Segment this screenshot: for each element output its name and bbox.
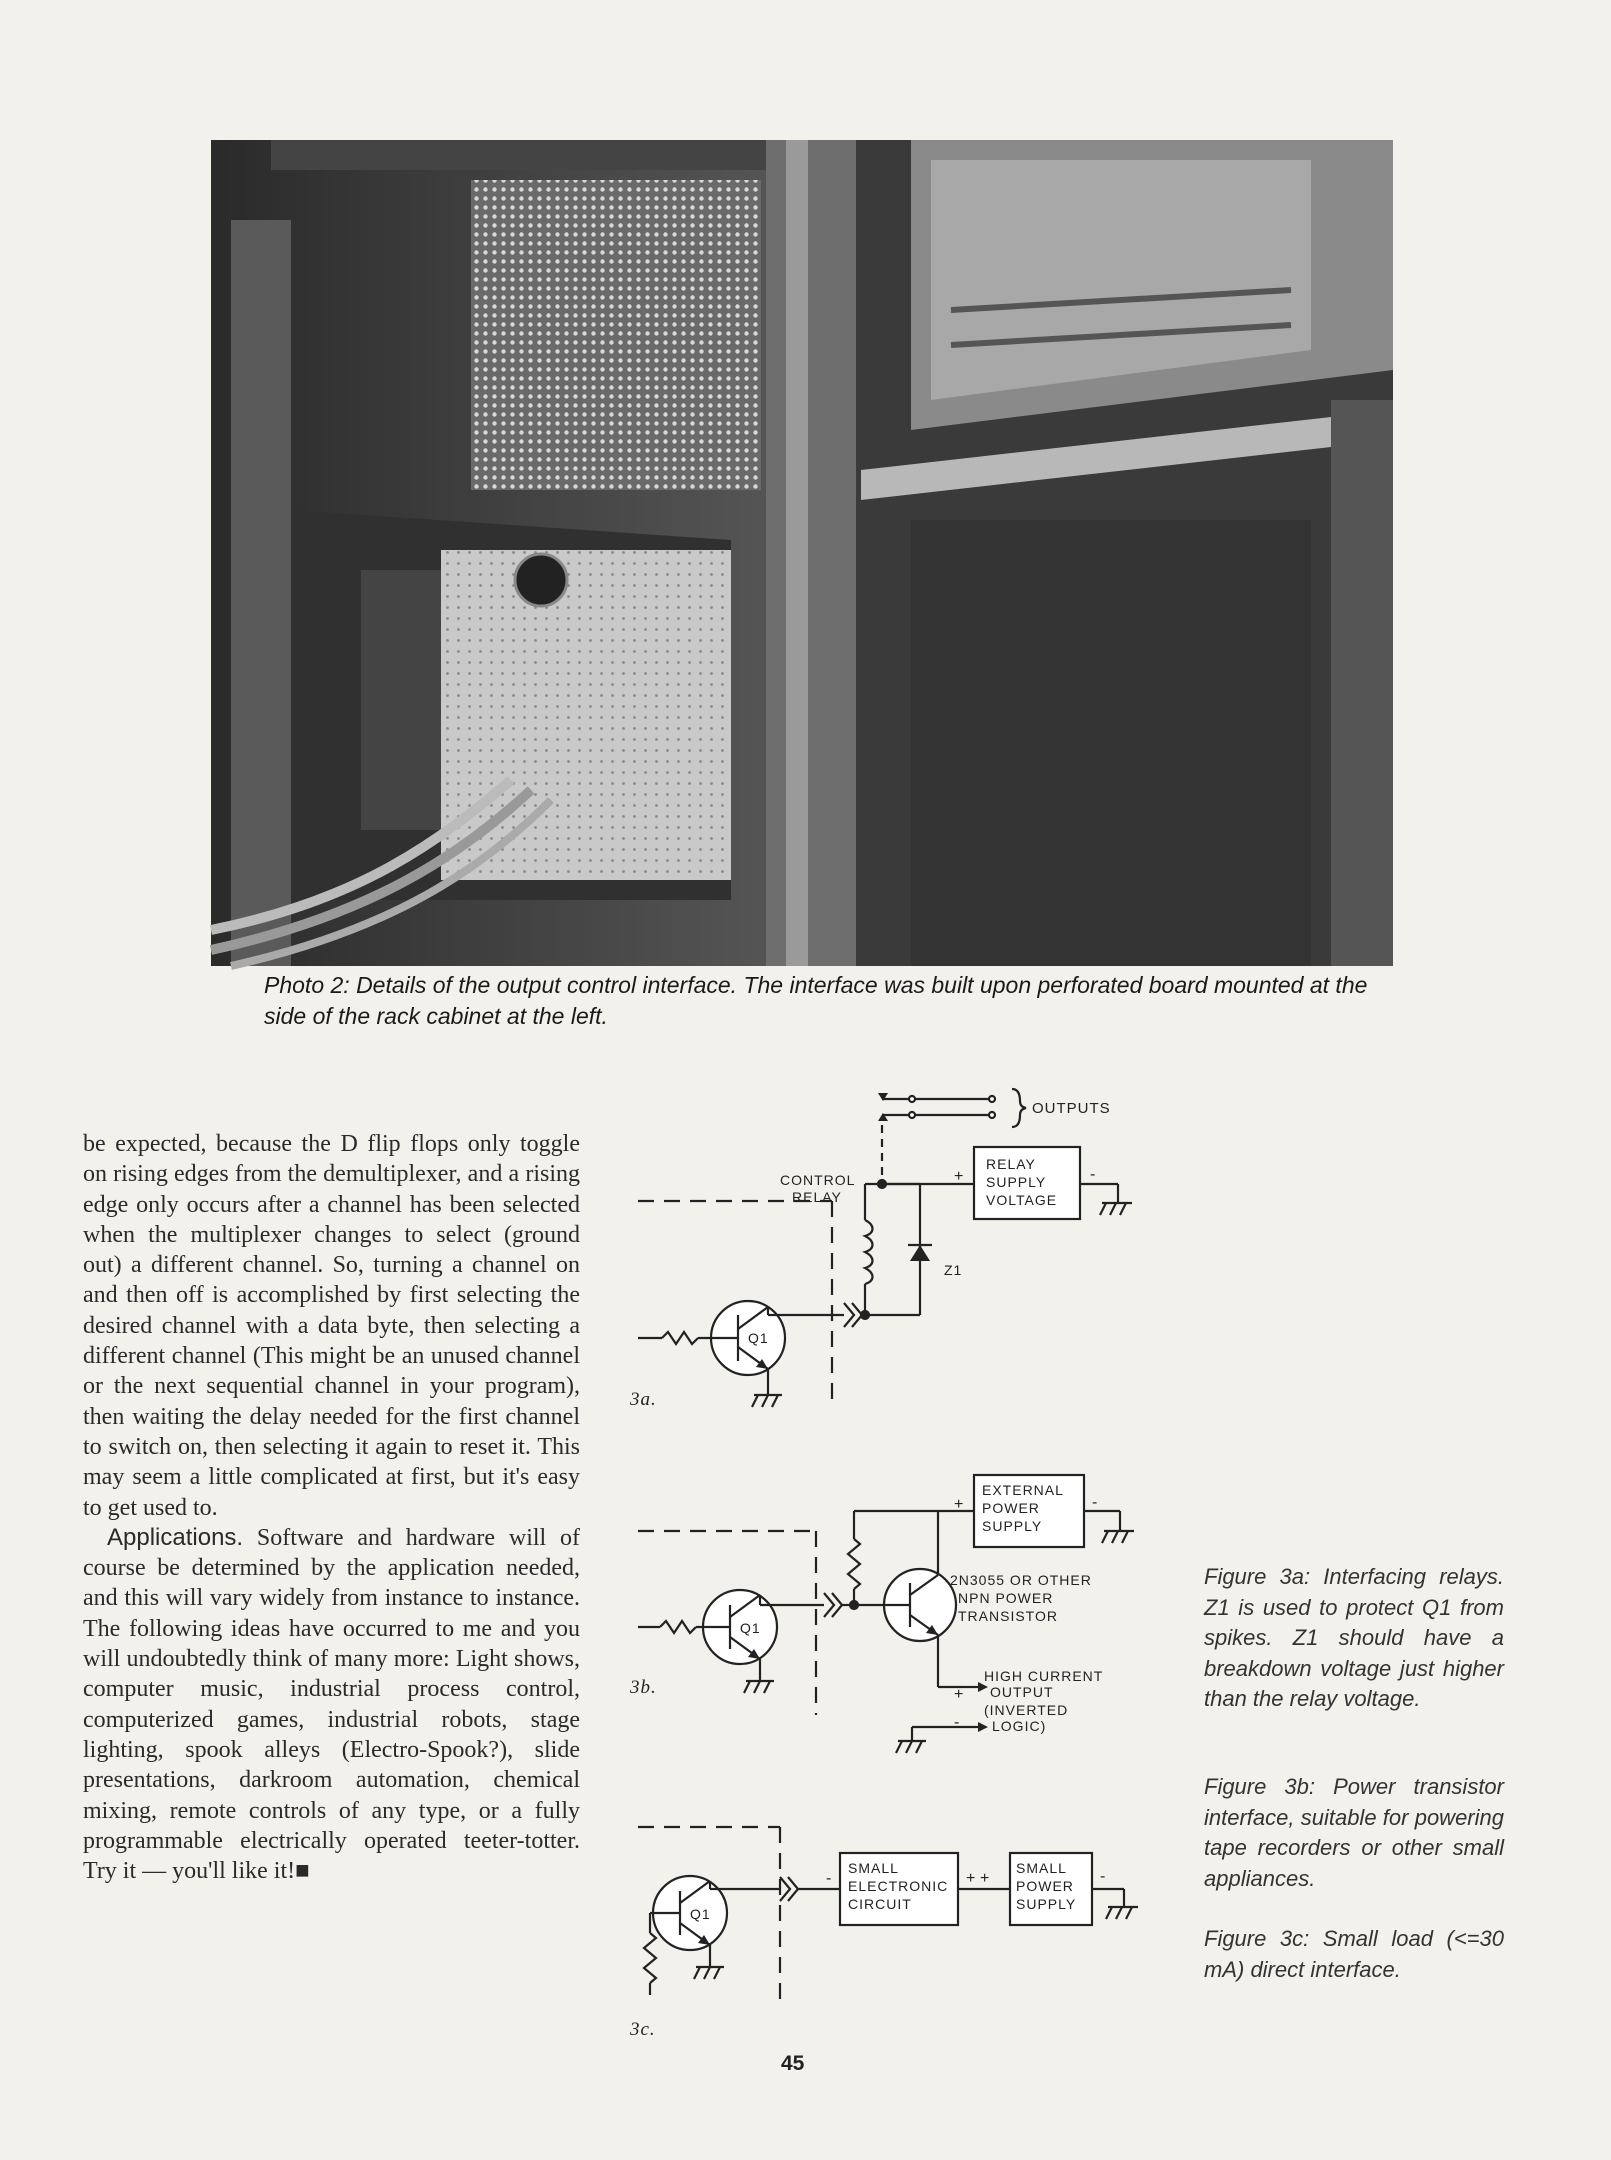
interface-circuit-diagrams	[620, 1075, 1160, 2040]
polarity-plus: +	[966, 1870, 977, 1887]
polarity-minus: -	[1090, 1166, 1097, 1183]
polarity-minus: -	[826, 1870, 833, 1887]
outputs-label: OUTPUTS	[1032, 1100, 1111, 1117]
zener-label: Z1	[944, 1262, 963, 1278]
figure-3c-label: 3c.	[630, 2019, 656, 2040]
photo-output-control-interface	[211, 140, 1393, 966]
external-power-label: EXTERNAL	[982, 1482, 1064, 1498]
q1-label: Q1	[740, 1620, 761, 1636]
article-paragraph	[83, 1523, 580, 1887]
high-current-output-label: (INVERTED	[984, 1702, 1069, 1718]
relay-supply-label: SUPPLY	[986, 1174, 1047, 1190]
figure-3b-schematic	[629, 1475, 1134, 1753]
applications-text: Software and hardware will of course be determined by the application needed, and this will vary widely from instance to instance. The following ideas have occurred to me and you will undoubtedly think of many more: Light shows, computer music, industrial process control, computerized games, industrial robots, stage lighting, spook alleys (Electro-Spook?), slide presentations, darkroom automation, chemical mixing, remote controls of any type, or a fully programmable electrically operated teeter-totter. Try it — you'll like it!	[83, 1524, 581, 1885]
figure-3b-caption: Figure 3b: Power transistor interface, suitable for powering tape recorders or other small appliances.	[1204, 1774, 1504, 1891]
figure-3c-caption: Figure 3c: Small load (<=30 mA) direct interface.	[1204, 1926, 1504, 1982]
control-relay-label: RELAY	[792, 1189, 842, 1205]
high-current-output-label: LOGIC)	[992, 1718, 1047, 1734]
polarity-plus: +	[954, 1168, 965, 1185]
figure-3a-caption: Figure 3a: Interfacing relays. Z1 is used to protect Q1 from spikes. Z1 should have a breakdown voltage just higher than the relay voltage.	[1204, 1564, 1504, 1711]
small-supply-label: POWER	[1016, 1878, 1074, 1894]
polarity-minus: -	[1092, 1494, 1099, 1511]
polarity-plus: +	[954, 1686, 965, 1703]
figure-3a-label: 3a.	[630, 1389, 657, 1410]
high-current-output-label: HIGH CURRENT	[984, 1668, 1104, 1684]
external-power-label: SUPPLY	[982, 1518, 1043, 1534]
page-number: 45	[781, 2052, 805, 2075]
photo-caption: Photo 2: Details of the output control interface. The interface was built upon perforated board mounted at the side of the rack cabinet at the left.	[264, 972, 1368, 1029]
small-circuit-label: CIRCUIT	[848, 1896, 912, 1912]
polarity-minus: -	[1100, 1868, 1107, 1885]
small-supply-label: SUPPLY	[1016, 1896, 1077, 1912]
small-circuit-label: ELECTRONIC	[848, 1878, 949, 1894]
applications-heading: Applications.	[107, 1523, 244, 1551]
high-current-output-label: OUTPUT	[990, 1684, 1054, 1700]
article-body	[83, 1129, 580, 1886]
figure-3c-schematic	[629, 1827, 1138, 2040]
figure-3b-label: 3b.	[630, 1677, 657, 1698]
q1-label: Q1	[690, 1906, 711, 1922]
q1-label: Q1	[748, 1330, 769, 1346]
power-transistor-label: TRANSISTOR	[958, 1608, 1058, 1624]
polarity-minus: -	[954, 1714, 961, 1731]
polarity-plus: +	[980, 1870, 991, 1887]
article-paragraph: be expected, because the D flip flops only toggle on rising edges from the demultiplexer, and a rising edge only occurs after a channel has been selected when the multiplexer changes to select (ground out) a different channel. So, turning a channel on and then off is accomplished by first selecting the desired channel with a data byte, then selecting a different channel (This might be an unused channel or the next sequential channel in your program), then waiting the delay needed for the first channel to switch on, then selecting it again to reset it. This may seem a little complicated at first, but it's easy to get used to.	[83, 1131, 580, 1521]
end-mark: ■	[295, 1858, 310, 1885]
relay-supply-label: RELAY	[986, 1156, 1036, 1172]
small-supply-label: SMALL	[1016, 1860, 1067, 1876]
external-power-label: POWER	[982, 1500, 1040, 1516]
small-circuit-label: SMALL	[848, 1860, 899, 1876]
polarity-plus: +	[954, 1496, 965, 1513]
figure-3a-schematic	[629, 1089, 1132, 1410]
control-relay-label: CONTROL	[780, 1172, 856, 1188]
power-transistor-label: NPN POWER	[958, 1590, 1054, 1606]
relay-supply-label: VOLTAGE	[986, 1192, 1058, 1208]
power-transistor-label: 2N3055 OR OTHER	[950, 1572, 1092, 1588]
